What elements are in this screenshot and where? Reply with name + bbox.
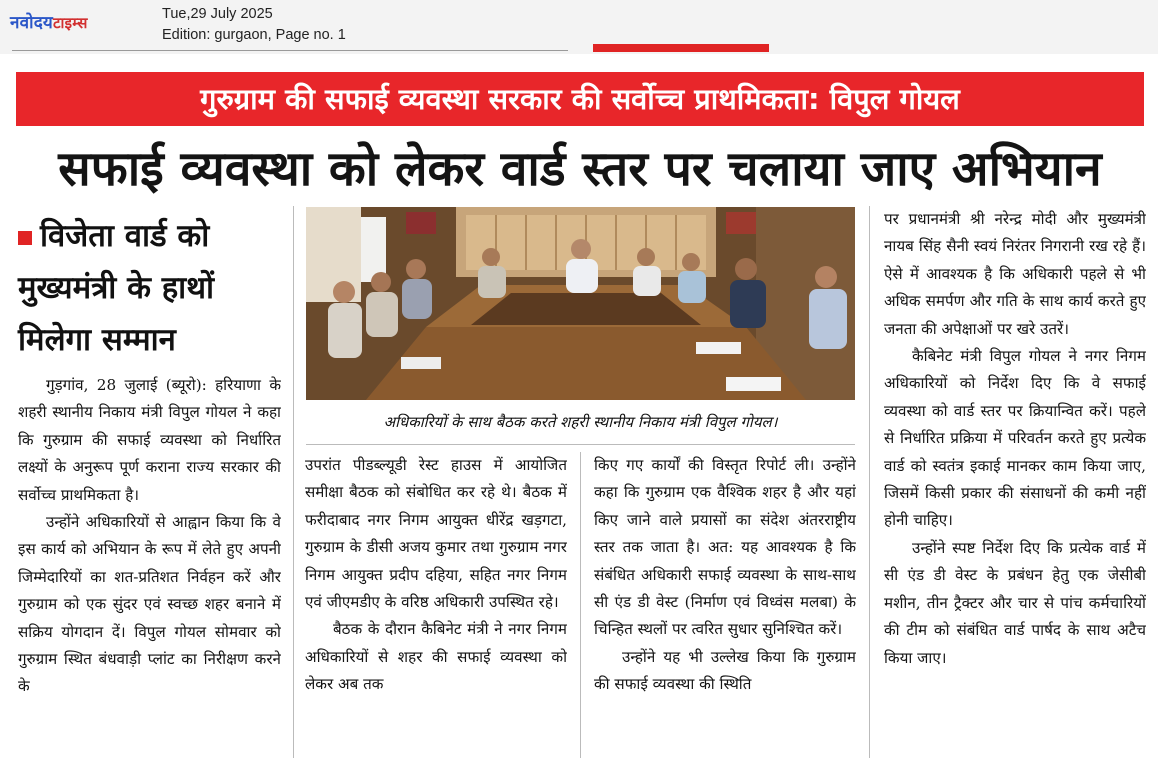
caption-rule [306,444,855,445]
edition-info [162,4,346,46]
edition-page: Edition: gurgaon, Page no. 1 [162,27,346,43]
paragraph: कैबिनेट मंत्री विपुल गोयल ने नगर निगम अधिकारियों को निर्देश दिए कि वे सफाई व्यवस्था को वार्ड स्तर पर क्रियान्वित करें। पहले से निर्धारित प्रक्रिया में परिवर्तन करते हुए प्रत्येक वार्ड को स्वतंत्र इकाई मानकर काम किया जाए, जिसमें किसी प्रकार की संसाधनों की कमी नहीं होनी चाहिए। [884,347,1146,530]
paragraph: किए गए कार्यों की विस्तृत रिपोर्ट ली। उन्होंने कहा कि गुरुग्राम एक वैश्विक शहर है और यहां किए जाने वाले प्रयासों का संदेश अंतरराष्ट्रीय स्तर तक जाता है। अत: यह आवश्यक है कि संबंधित अधिकारी सफाई व्यवस्था के साथ-साथ सी एंड डी वेस्ट (निर्माण एवं विध्वंस मलबा) के चिन्हित स्थलों पर त्वरित सुधार सुनिश्चित करें। [594,456,856,639]
article-column-4 [884,206,1146,756]
subhead-line-2: मुख्यमंत्री के हाथों [18,270,215,306]
subheading [18,210,290,366]
photo-caption: अधिकारियों के साथ बैठक करते शहरी स्थानीय निकाय मंत्री विपुल गोयल। [383,413,778,431]
paragraph: गुड़गांव, 28 जुलाई (ब्यूरो): हरियाणा के शहरी स्थानीय निकाय मंत्री विपुल गोयल ने कहा कि गुरुग्राम की सफाई व्यवस्था को निर्धारित लक्ष्यों के अनुरूप पूर्ण कराना राज्य सरकार की सर्वोच्च प्राथमिकता है। [18,376,281,504]
subhead-line-1: विजेता वार्ड को [40,218,210,254]
masthead-red-strip [593,44,769,52]
issue-date: Tue,29 July 2025 [162,6,273,22]
subhead-line-3: मिलेगा सम्मान [18,322,176,358]
paragraph: उन्होंने स्पष्ट निर्देश दिए कि प्रत्येक वार्ड में सी एंड डी वेस्ट के प्रबंधन हेतु एक जेसीबी मशीन, तीन ट्रैक्टर और चार से पांच कर्मचारियों की टीम को संबंधित वार्ड पार्षद के साथ अटैच किया जाए। [884,538,1146,667]
headline: सफाई व्यवस्था को लेकर वार्ड स्तर पर चलाया जाए अभियान [58,141,1102,197]
article-column-1 [18,372,281,756]
column-divider [293,206,294,758]
kicker-banner: गुरुग्राम की सफाई व्यवस्था सरकार की सर्वोच्च प्राथमिकता: विपुल गोयल [16,72,1144,126]
newspaper-logo [10,10,88,33]
paragraph: उन्होंने अधिकारियों से आह्वान किया कि वे इस कार्य को अभियान के रूप में लेते हुए अपनी जिम्मेदारियों का शत-प्रतिशत निर्वहन करें और गुरुग्राम को एक सुंदर एवं स्वच्छ शहर बनाने में सक्रिय योगदान दें। विपुल गोयल सोमवार को गुरुग्राम स्थित बंधवाड़ी प्लांट का निरीक्षण करने के [18,513,281,696]
meeting-illustration [306,207,855,400]
paragraph: उन्होंने यह भी उल्लेख किया कि गुरुग्राम की सफाई व्यवस्था की स्थिति [594,647,856,694]
paragraph: बैठक के दौरान कैबिनेट मंत्री ने नगर निगम अधिकारियों से शहर की सफाई व्यवस्था को लेकर अब तक [305,620,567,694]
article-column-3 [594,452,856,756]
article-column-2 [305,452,567,756]
column-divider [580,452,581,758]
logo-part-1: नवोदय [10,13,53,33]
meeting-photo [306,207,855,400]
red-square-bullet-icon [18,231,32,245]
masthead-bar [0,0,1158,54]
column-divider [869,206,870,758]
logo-part-2: टाइम्स [52,14,88,32]
masthead-divider [12,50,568,51]
paragraph: पर प्रधानमंत्री श्री नरेन्द्र मोदी और मुख्यमंत्री नायब सिंह सैनी स्वयं निरंतर निगरानी रख रहे हैं। ऐसे में आवश्यक है कि अधिकारी पहले से भी अधिक समर्पण और गति के साथ कार्य करते हुए जनता की अपेक्षाओं पर खरे उतरें। [884,210,1146,338]
paragraph: उपरांत पीडब्ल्यूडी रेस्ट हाउस में आयोजित समीक्षा बैठक को संबोधित कर रहे थे। बैठक में फरीदाबाद नगर निगम आयुक्त धीरेंद्र खड़गटा, गुरुग्राम के डीसी अजय कुमार तथा गुरुग्राम नगर निगम आयुक्त प्रदीप दहिया, सहित नगर निगम एवं जीएमडीए के वरिष्ठ अधिकारी उपस्थित रहे। [305,456,567,612]
